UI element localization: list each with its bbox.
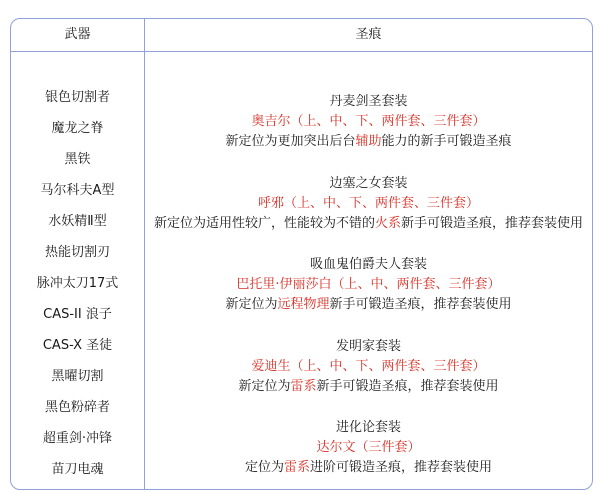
set-description bbox=[145, 377, 592, 397]
set-name: 边塞之女套装 bbox=[329, 176, 408, 191]
set-hero: 呼邪（上、中、下、两件套、三件套） bbox=[257, 196, 479, 211]
weapon-column-header: 武器 bbox=[64, 27, 91, 42]
weapon-item: 黑色粉碎者 bbox=[44, 400, 110, 415]
weapon-item: CAS-II 浪子 bbox=[43, 307, 112, 322]
stigma-set bbox=[145, 92, 592, 152]
weapon-item: 银色切割者 bbox=[44, 90, 110, 105]
set-name: 进化论套装 bbox=[335, 420, 401, 435]
set-name: 吸血鬼伯爵夫人套装 bbox=[309, 257, 427, 272]
set-hero: 巴托里·伊丽莎白（上、中、两件套、三件套） bbox=[236, 277, 501, 292]
weapon-item: 脉冲太刀17式 bbox=[36, 276, 119, 291]
desc-text: 新手可锻造圣痕，推荐套装使用 bbox=[316, 379, 499, 394]
desc-highlight: 辅助 bbox=[355, 134, 382, 149]
desc-text: 能力的新手可锻造圣痕 bbox=[381, 134, 512, 149]
weapon-item: 黑曜切割 bbox=[51, 369, 104, 384]
weapon-item: 魔龙之脊 bbox=[51, 121, 104, 136]
weapon-item: 热能切割刃 bbox=[44, 245, 110, 260]
desc-text: 新定位为更加突出后台 bbox=[225, 134, 356, 149]
weapon-item: 马尔科夫A型 bbox=[40, 183, 115, 198]
stigma-set bbox=[145, 337, 592, 397]
weapon-item: 超重剑·冲锋 bbox=[42, 431, 113, 446]
stigma-column-header: 圣痕 bbox=[355, 27, 382, 42]
desc-text: 新定位为适用性较广，性能较为不错的 bbox=[153, 216, 375, 231]
desc-highlight: 雷系 bbox=[290, 379, 317, 394]
set-description bbox=[145, 458, 592, 478]
set-name: 发明家套装 bbox=[335, 339, 401, 354]
desc-text: 定位为 bbox=[244, 460, 284, 475]
set-hero: 奥吉尔（上、中、下、两件套、三件套） bbox=[251, 114, 486, 129]
desc-text: 进阶可锻造圣痕，推荐套装使用 bbox=[310, 460, 493, 475]
desc-highlight: 雷系 bbox=[283, 460, 310, 475]
weapon-item: 黑铁 bbox=[64, 152, 91, 167]
weapon-item: CAS-X 圣徒 bbox=[42, 338, 113, 353]
stigma-set bbox=[145, 174, 592, 234]
weapon-item: 水妖精Ⅱ型 bbox=[48, 214, 107, 229]
stigma-set bbox=[145, 418, 592, 478]
set-description bbox=[145, 214, 592, 234]
desc-text: 新手可锻造圣痕，推荐套装使用 bbox=[401, 216, 584, 231]
weapon-item: 苗刀电魂 bbox=[51, 462, 104, 477]
desc-text: 新定位为 bbox=[238, 379, 291, 394]
desc-highlight: 火系 bbox=[374, 216, 401, 231]
set-name: 丹麦剑圣套装 bbox=[329, 94, 408, 109]
table-header-row bbox=[11, 19, 592, 52]
set-hero: 爱迪生（上、中、下、两件套、三件套） bbox=[251, 359, 486, 374]
desc-text: 新手可锻造圣痕，推荐套装使用 bbox=[329, 297, 512, 312]
stigma-set bbox=[145, 255, 592, 315]
stigma-table bbox=[10, 18, 593, 490]
set-description bbox=[145, 132, 592, 152]
desc-text: 新定位为 bbox=[225, 297, 278, 312]
set-description bbox=[145, 295, 592, 315]
set-hero: 达尔文（三件套） bbox=[316, 440, 421, 455]
desc-highlight: 远程物理 bbox=[277, 297, 330, 312]
